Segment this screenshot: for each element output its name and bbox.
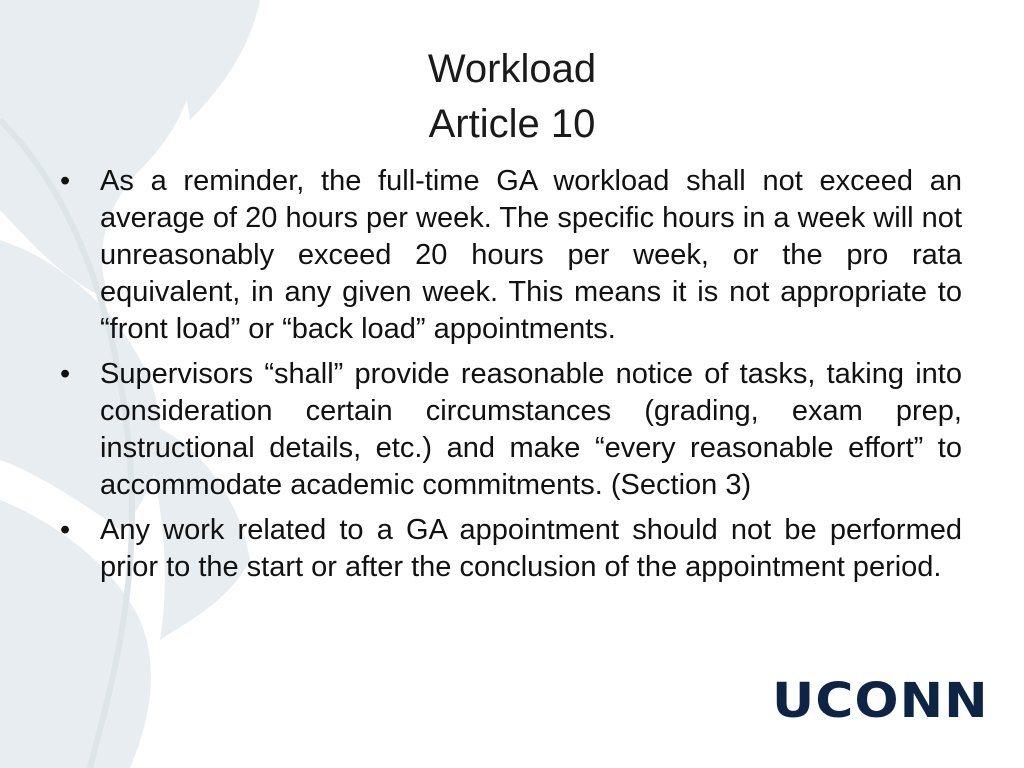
slide-title [0, 42, 1024, 152]
bullet-list [60, 163, 962, 594]
logo-wordmark: UCONN [772, 673, 989, 729]
bullet-marker: • [60, 358, 71, 390]
bullet-text: As a reminder, the full-time GA workload shall not exceed an average of 20 hours per week. The specific hours in a week will not unreasonably exceed 20 hours per week, or the pro rata equivalent, in any given week. This means it is not appropriate to “front load” or “back load” appointments. [100, 165, 962, 345]
bullet-text: Supervisors “shall” provide reasonable notice of tasks, taking into consideration certain circumstances (grading, exam prep, instructional details, etc.) and make “every reasonable effort” to accommodate academic commitments. (Section 3) [100, 358, 962, 501]
uconn-logo [772, 673, 989, 729]
title-line-article: Article 10 [428, 102, 596, 146]
bullet-text: Any work related to a GA appointment should not be performed prior to the start or after the conclusion of the appointment period. [100, 514, 962, 583]
bullet-marker: • [60, 165, 71, 197]
bullet-item-workload-limit [60, 163, 962, 348]
bullet-item-supervisor-notice [60, 356, 962, 504]
bullet-item-appointment-period [60, 512, 962, 586]
bullet-marker: • [60, 514, 71, 546]
title-line-workload: Workload [427, 47, 597, 91]
